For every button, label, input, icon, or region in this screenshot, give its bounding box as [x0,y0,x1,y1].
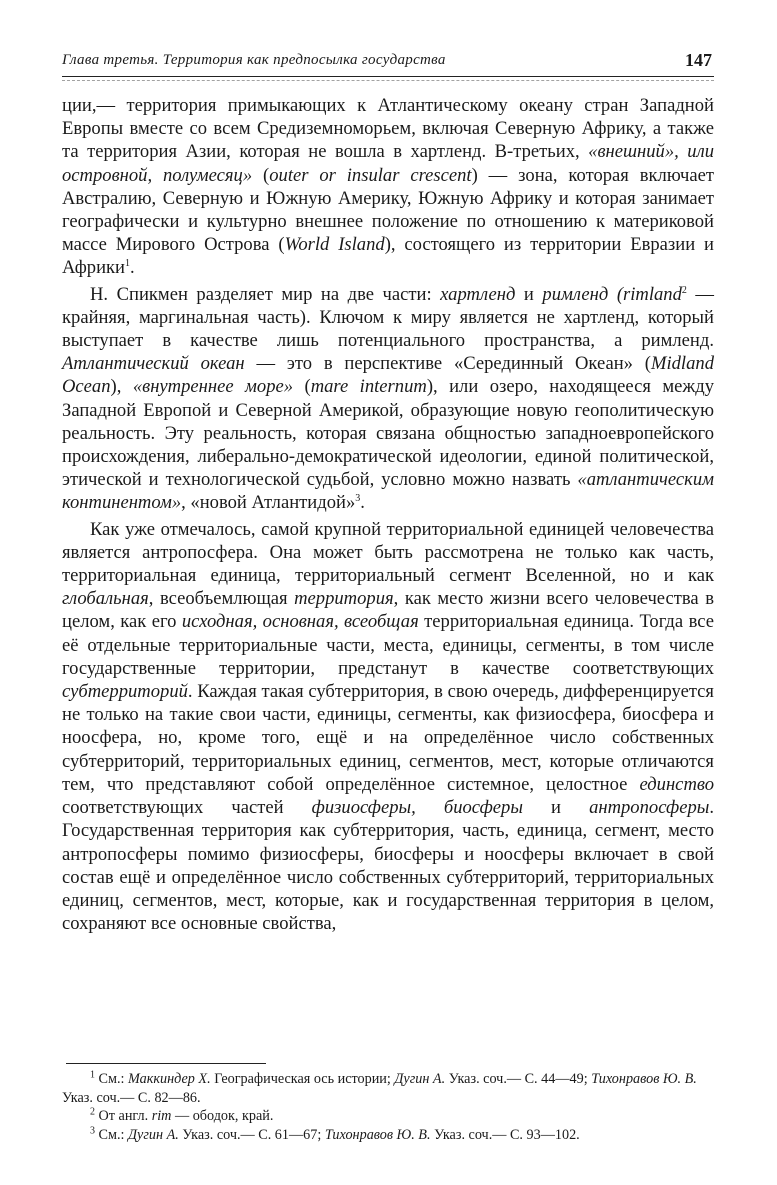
text-run: Географическая ось истории; [210,1071,395,1087]
text-run: и [515,283,543,305]
footnote-marker: 3 [355,493,361,505]
text-run: . Государственная территория как субтерритория, часть, единица, сегмент, место антропосферы помимо физиосферы, биосферы и ноосферы включает в свой состав ещё и определённое число собственных субтерриторий, территориальных единиц, сегментов, мест, которые, как и государственная территория в целом, сохраняют все основные свойства, [62,797,714,935]
emphasis-text: rim [151,1108,172,1125]
paragraph [62,518,714,936]
emphasis-text: Дугин А. [394,1071,446,1087]
text-run: , как место жизни всего человечества в целом, как его [62,588,714,633]
footnote [62,1126,714,1145]
text-run: Как уже отмечалось, самой крупной территориальной единицей человечества является антропосфера. Она может быть рассмотрена не только как часть, территориальная единица, территориальный сегмент Вселенной, но и как [62,518,714,587]
main-text [62,94,714,938]
emphasis-text: субтерриторий [62,681,188,703]
emphasis-text: Атлантический океан [62,353,245,375]
text-run: ( [252,164,270,186]
footnote-marker: 1 [90,1069,95,1081]
emphasis-text: римленд (rimland [542,283,682,305]
footnotes [62,1070,714,1144]
text-run: Указ. соч.— С. 93—102. [430,1126,580,1143]
text-run: См.: [95,1071,129,1087]
text-run: , «новой Атлантидой» [181,492,356,514]
text-run: Указ. соч.— С. 44—49; [445,1071,592,1087]
emphasis-text: «атлантическим континентом» [62,469,714,514]
header-divider [62,80,714,81]
text-run: и [522,797,590,819]
text-run: — это в перспективе «Серединный Океан» ( [244,353,651,375]
text-run: См.: [95,1126,129,1143]
text-run: Указ. соч.— С. 82—86. [62,1089,201,1106]
text-run: — крайняя, маргинальная часть). Ключом к миру является не хартленд, который выступает в качестве лишь потенциального пространства, а римленд. [62,283,715,352]
text-run: ), [110,376,133,398]
emphasis-text: «внешний», или островной, полумесяц» [62,141,714,186]
page-number: 147 [685,50,712,70]
chapter-title: Глава третья. Территория как предпосылка государства [62,52,446,68]
text-run: ), или озеро, находящееся между Западной Европой и Северной Америкой, образующие новую геополитическую реальность. Эту реальность, которая связана общностью западноевропейского происхождения, либерально-демократической идеологии, единой политической, этической и технологической судьбой, условно можно назвать [62,376,715,491]
text-run: Указ. соч.— С. 61—67; [178,1126,325,1143]
footnote-marker: 1 [125,258,130,270]
emphasis-text: World Island [284,234,385,256]
text-run: . [360,492,365,514]
text-run: ), состоящего из территории Евразии и Африки [62,234,714,279]
text-run: . [130,257,135,279]
emphasis-text: Тихонравов Ю. В. [591,1071,697,1087]
text-run: Н. Спикмен разделяет мир на две части: [90,283,441,305]
text-run: От англ. [95,1108,152,1125]
text-run: ) — зона, которая включает Австралию, Северную и Южную Америку, Южную Африку и которая занимает географически и культурно внешнее положение по отношению к материковой массе Мирового Острова ( [62,164,714,256]
paragraph [62,94,714,280]
emphasis-text: хартленд [440,283,516,305]
emphasis-text: исходная, основная, всеобщая [181,611,419,633]
text-run: , всеобъемлющая [148,588,295,610]
emphasis-text: глобальная [62,588,149,610]
emphasis-text: физиосферы, биосферы [311,797,523,819]
footnote [62,1070,714,1107]
running-header [62,52,714,77]
footnote-marker: 3 [90,1125,95,1137]
text-run: ( [293,376,311,398]
footnote-divider [66,1063,266,1064]
emphasis-text: Тихонравов Ю. В. [324,1126,431,1143]
emphasis-text: Дугин А. [128,1126,179,1143]
emphasis-text: антропосферы [589,797,710,819]
emphasis-text: Маккиндер Х. [128,1071,211,1087]
text-run: территориальная единица. Тогда все её отдельные территориальные части, места, единицы, сегменты, в том числе государственные территории, предстанут в качестве соответствующих [62,611,714,679]
text-run: ции,— территория примыкающих к Атлантическому океану стран Западной Европы вместе со всем Средиземноморьем, включая Северную Африку, а также та территория Азии, которая не вошла в хартленд. В-третьих, [62,95,714,163]
emphasis-text: территория [294,588,394,610]
emphasis-text: outer or insular crescent [269,164,472,186]
text-run: . Каждая такая субтерритория, в свою очередь, дифференцируется не только на такие свои части, единицы, сегменты, как физиосфера, биосфера и ноосфера, но, кроме того, ещё и на определённое число собственных субтерриторий, территориальных единиц, сегментов, мест, которые отличаются тем, что представляют собой определённое системное, целостное [62,681,714,795]
text-run: — ободок, край. [171,1108,274,1125]
emphasis-text: единство [639,773,714,795]
footnote-marker: 2 [681,284,687,296]
footnote [62,1107,714,1126]
emphasis-text: «внутреннее море» [132,376,294,398]
emphasis-text: mare internum [310,376,427,398]
emphasis-text: Midland Ocean [62,353,714,398]
paragraph [62,283,714,515]
text-run: соответствующих частей [62,797,312,819]
footnote-marker: 2 [90,1106,95,1118]
